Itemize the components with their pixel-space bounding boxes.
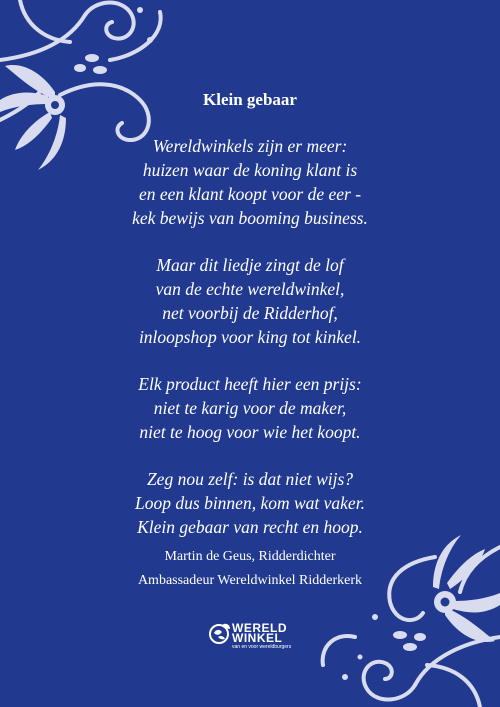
poem-line: net voorbij de Ridderhof, xyxy=(162,303,338,323)
globe-leaf-icon xyxy=(208,621,232,645)
poem-line: en een klant koopt voor de eer - xyxy=(138,184,362,204)
poem-line: kek bewijs van booming business. xyxy=(132,208,368,228)
author-name: Martin de Geus, Ridderdichter xyxy=(164,549,336,564)
wereldwinkel-logo xyxy=(208,620,318,648)
poem xyxy=(0,88,500,562)
stanza xyxy=(0,253,500,349)
poem-line: huizen waar de koning klant is xyxy=(142,160,358,180)
poem-line: inloopshop voor king tot kinkel. xyxy=(138,327,362,347)
poem-title: Klein gebaar xyxy=(203,90,297,109)
poem-line: van de echte wereldwinkel, xyxy=(155,279,345,299)
poem-line: Wereldwinkels zijn er meer: xyxy=(152,136,348,156)
author-credit xyxy=(0,545,500,593)
author-role: Ambassadeur Wereldwinkel Ridderkerk xyxy=(137,573,363,588)
poem-line: Maar dit liedje zingt de lof xyxy=(156,255,344,275)
poem-line: niet te hoog voor wie het koopt. xyxy=(139,422,361,442)
stanza xyxy=(0,134,500,230)
stanza xyxy=(0,467,500,539)
logo-text-wereld: WERELD xyxy=(232,621,287,635)
poem-line: Elk product heeft hier een prijs: xyxy=(138,374,362,394)
stanza xyxy=(0,372,500,444)
poem-line: niet te karig voor de maker, xyxy=(153,398,347,418)
poem-line: Loop dus binnen, kom wat vaker. xyxy=(135,493,365,513)
logo-tagline: van en voor wereldburgers xyxy=(232,644,292,650)
poem-line: Zeg nou zelf: is dat niet wijs? xyxy=(146,469,354,489)
poem-line: Klein gebaar van recht en hoop. xyxy=(137,517,363,537)
logo-text-winkel: WINKEL xyxy=(232,631,283,645)
